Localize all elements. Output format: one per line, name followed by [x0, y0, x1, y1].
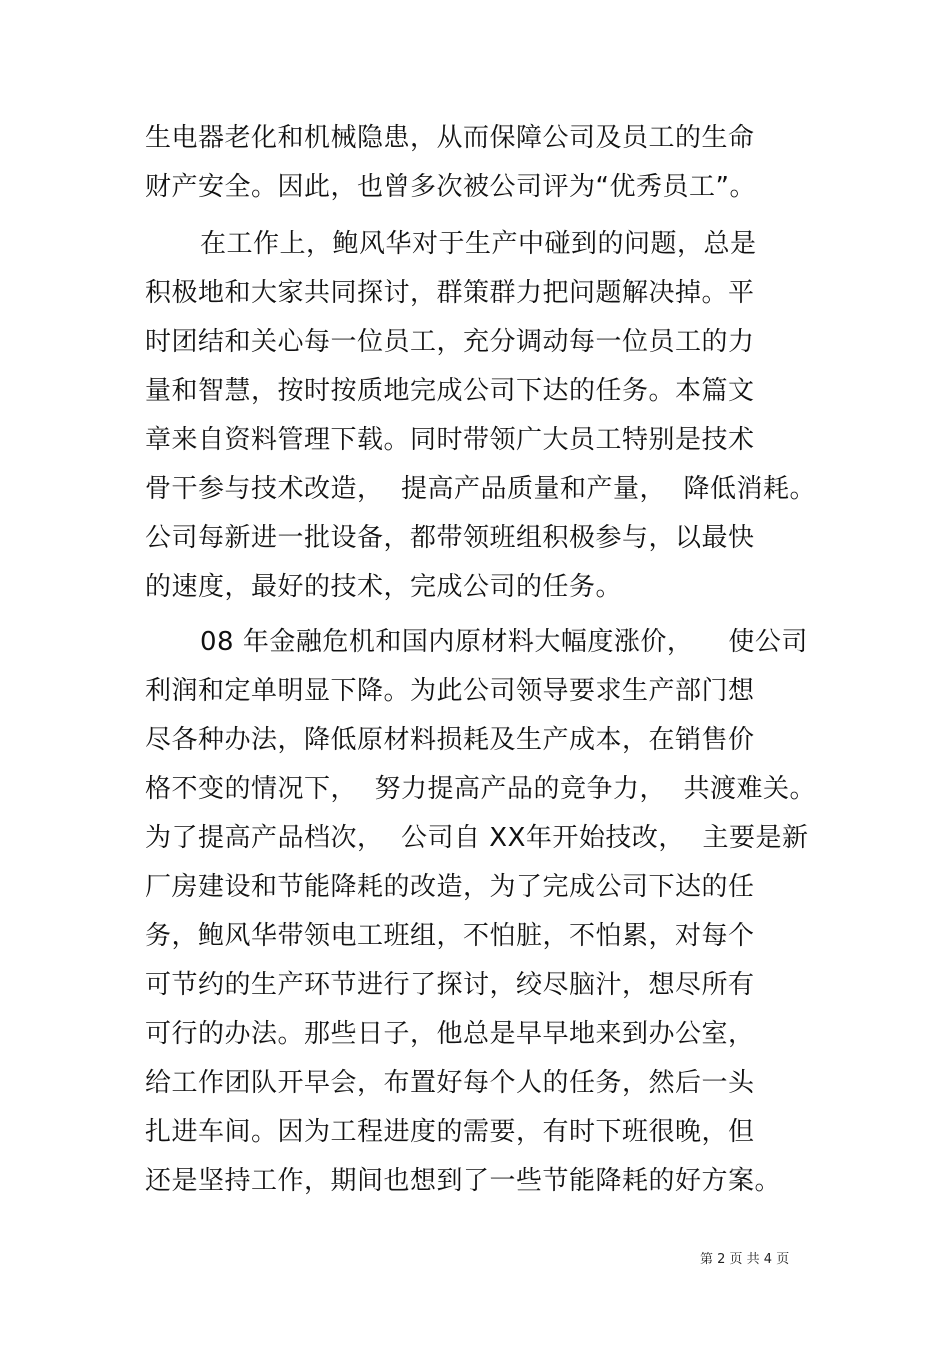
text-line: 骨干参与技术改造， 提高产品质量和产量， 降低消耗。 — [145, 474, 817, 504]
text-line: 公司每新进一批设备，都带领班组积极参与，以最快 — [145, 523, 755, 553]
text-line: 务，鲍风华带领电工班组，不怕脏，不怕累，对每个 — [145, 921, 755, 951]
text-line: 厂房建设和节能降耗的改造，为了完成公司下达的任 — [145, 872, 755, 902]
text-line: 的速度，最好的技术，完成公司的任务。 — [145, 572, 623, 602]
text-line: 积极地和大家共同探讨，群策群力把问题解决掉。平 — [145, 278, 755, 308]
text-line: 量和智慧，按时按质地完成公司下达的任务。本篇文 — [145, 376, 755, 406]
text-line: 生电器老化和机械隐患，从而保障公司及员工的生命 — [145, 123, 755, 153]
text-line: 在工作上，鲍风华对于生产中碰到的问题，总是 — [200, 229, 757, 259]
page-number: 第 2 页 共 4 页 — [700, 1252, 790, 1267]
text-line: 给工作团队开早会，布置好每个人的任务，然后一头 — [145, 1068, 755, 1098]
text-line: 扎进车间。因为工程进度的需要，有时下班很晚，但 — [145, 1117, 755, 1147]
text-line: 为了提高产品档次， 公司自 XX年开始技改， 主要是新 — [145, 823, 809, 853]
text-line: 可行的办法。那些日子，他总是早早地来到办公室， — [145, 1019, 755, 1049]
text-line: 格不变的情况下， 努力提高产品的竞争力， 共渡难关。 — [145, 774, 817, 804]
text-line: 尽各种办法，降低原材料损耗及生产成本，在销售价 — [145, 725, 755, 755]
text-line: 08 年金融危机和国内原材料大幅度涨价， 使公司 — [200, 627, 808, 657]
text-line: 财产安全。因此，也曾多次被公司评为“优秀员工”。 — [145, 172, 756, 202]
text-line: 可节约的生产环节进行了探讨，绞尽脑汁，想尽所有 — [145, 970, 755, 1000]
text-line: 还是坚持工作，期间也想到了一些节能降耗的好方案。 — [145, 1166, 782, 1196]
text-line: 章来自资料管理下载。同时带领广大员工特别是技术 — [145, 425, 755, 455]
text-line: 利润和定单明显下降。为此公司领导要求生产部门想 — [145, 676, 755, 706]
text-line: 时团结和关心每一位员工，充分调动每一位员工的力 — [145, 327, 755, 357]
